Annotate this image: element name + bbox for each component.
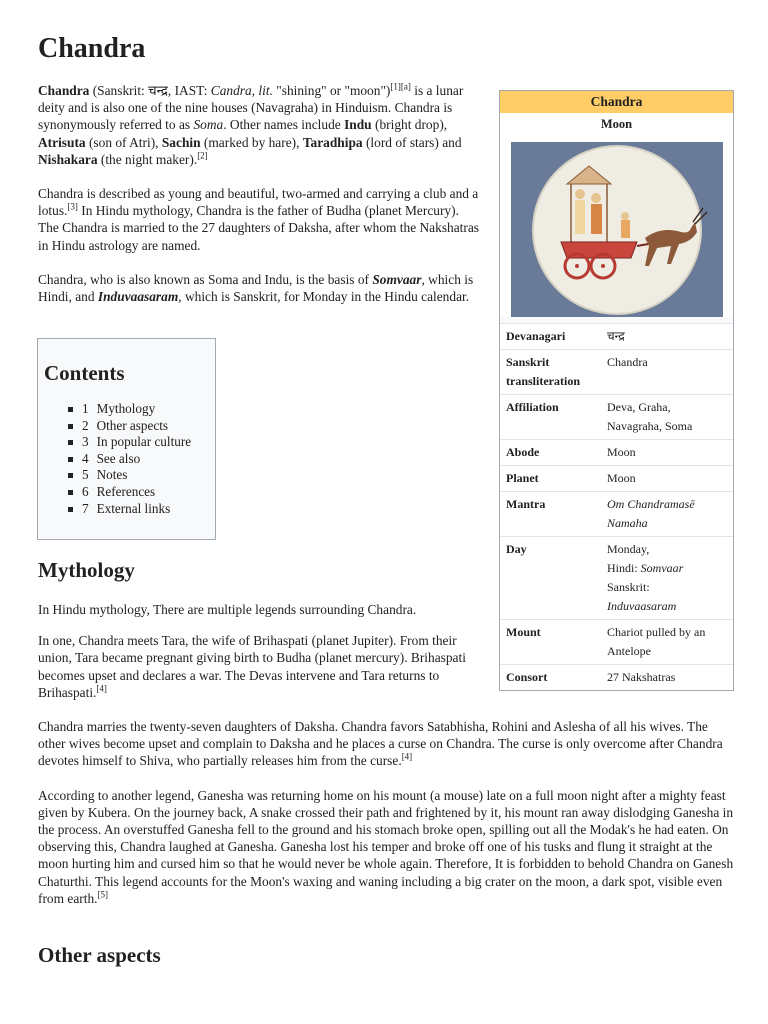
text-span: Somvaar	[640, 561, 684, 575]
infobox-key: Abode	[506, 445, 540, 459]
citation-link[interactable]: [5]	[97, 889, 108, 900]
day-sanskrit-label: Sanskrit:	[607, 580, 650, 594]
text-span: Chandra is described as young and beautiful, two-armed and carrying a club and a lotus.	[38, 186, 479, 219]
infobox	[499, 90, 734, 691]
toc-item-other-aspects[interactable]	[68, 418, 215, 435]
infobox-value[interactable]: Moon	[607, 471, 636, 485]
toc-link[interactable]: In popular culture	[96, 434, 192, 450]
text-span: Chandra marries the twenty-seven daughters of Daksha. Chandra favors Satabhisha, Rohini and Aslesha of all his wives. The other wives become upset and complain to Daksha and he places a curse on Chandra. The curse is only overcome after Chandra devotes himself to Shiva, who partially releases him from the curse.	[38, 719, 723, 769]
text-span: , which is Sanskrit, for Monday in the Hindu calendar.	[178, 289, 470, 305]
infobox-value: Chariot pulled by an Antelope	[607, 625, 706, 658]
toc-item-mythology[interactable]	[68, 401, 215, 418]
infobox-row-affiliation	[500, 394, 733, 439]
term-somvaar: Somvaar	[372, 271, 422, 287]
infobox-subtitle: Moon	[500, 113, 733, 138]
intro-paragraph-3	[38, 271, 480, 305]
infobox-row-day	[500, 536, 733, 619]
text-span: (the night maker).	[97, 151, 198, 167]
toc-number: 7	[82, 500, 89, 516]
text-span: , IAST:	[167, 83, 211, 98]
term-taradhipa: Taradhipa	[302, 134, 363, 150]
text-span: is a lunar deity and is also one of the nine houses (Navagraha) in Hinduism. Chandra is synonymously referred to as	[38, 83, 464, 133]
infobox-key: Mantra	[506, 497, 546, 511]
infobox-row-sanskrit-transliteration	[500, 349, 733, 394]
toc-number: 3	[82, 434, 89, 450]
infobox-value[interactable]: 27 Nakshatras	[607, 670, 676, 684]
infobox-value[interactable]: Deva, Graha, Navagraha, Soma	[607, 400, 693, 433]
text-span: Hindi:	[607, 561, 641, 575]
toc-item-notes[interactable]	[68, 467, 215, 484]
moon-chariot-illustration	[511, 142, 723, 317]
sanskrit-text: चन्द्र	[148, 83, 168, 98]
citation-link[interactable]: [1][a]	[390, 81, 411, 92]
intro-paragraph-2	[38, 185, 480, 254]
text-span: In Hindu mythology, Chandra is the father of Budha (planet Mercury). The Chandra is married to the 27 daughters of Daksha, after whom the Nakshatras in Hindu astrology are named.	[38, 203, 480, 253]
infobox-row-mantra	[500, 491, 733, 536]
infobox-row-abode	[500, 439, 733, 465]
mythology-paragraph-4	[38, 787, 734, 907]
term-sachin: Sachin	[161, 134, 201, 150]
intro-paragraph-1	[38, 82, 480, 168]
toc-item-references[interactable]	[68, 484, 215, 501]
intro-section	[38, 82, 480, 305]
toc-link[interactable]: Other aspects	[96, 417, 168, 433]
infobox-image-block	[500, 113, 733, 317]
text-span: (bright drop),	[371, 117, 448, 133]
citation-link[interactable]: [3]	[67, 201, 78, 212]
infobox-key: Affiliation	[506, 400, 559, 414]
text-span: According to another legend, Ganesha was returning home on his mount (a mouse) late on a full moon night after a mighty feast given by Kubera. On the journey back, A snake crossed their path and frightened by it, his mount ran away dislodging Ganesha in the process. An overstuffed Ganesha fell to the ground and his stomach broke open, spilling out all the Modak's he had eaten. On observing this, Chandra laughed at Ganesha. Ganesha lost his temper and broke off one of his tusks and flung it straight at the moon hurting him and cursed him so that he would never be whole again. Therefore, It is forbidden to behold Chandra on Ganesh Chaturthi. This legend accounts for the Moon's waxing and waning including a big crater on the moon, a dark spot, visible even from earth.	[38, 787, 734, 906]
section-heading-mythology: Mythology	[38, 558, 135, 582]
toc-title: Contents	[44, 361, 125, 385]
text-span: (son of Atri),	[85, 134, 162, 150]
infobox-row-devanagari	[500, 323, 733, 349]
toc-item-external-links[interactable]	[68, 501, 215, 518]
toc-list	[68, 401, 215, 517]
infobox-key: Consort	[506, 670, 548, 684]
infobox-row-planet	[500, 465, 733, 491]
iast-text: Candra	[210, 83, 252, 98]
infobox-value: Om Chandramasē Namaha	[607, 497, 695, 530]
infobox-key: Planet	[506, 471, 539, 485]
mythology-paragraph-3	[38, 718, 734, 770]
term-atrisuta: Atrisuta	[38, 134, 86, 150]
mythology-paragraph-2	[38, 632, 480, 701]
term-soma: Soma	[193, 117, 224, 133]
term-induvaasaram: Induvaasaram	[97, 289, 179, 305]
mythology-section-narrow	[38, 601, 480, 701]
day-monday: Monday,	[607, 542, 650, 556]
text-span: "shining" or "moon")	[272, 83, 391, 98]
chandra-painting-image[interactable]	[511, 142, 723, 317]
text-span: ,	[251, 83, 259, 98]
toc-number: 6	[82, 483, 89, 499]
text-span: . Other names include	[223, 117, 345, 133]
infobox-row-mount	[500, 619, 733, 664]
citation-link[interactable]: [2]	[197, 150, 208, 161]
text-span: (lord of stars) and	[362, 134, 462, 150]
infobox-key: Devanagari	[506, 329, 566, 343]
toc-link[interactable]: External links	[96, 500, 171, 516]
toc-link[interactable]: Mythology	[96, 401, 156, 416]
mythology-section-wide	[38, 718, 734, 907]
infobox-key: Day	[506, 542, 527, 556]
toc-item-in-popular-culture[interactable]	[68, 434, 215, 451]
citation-link[interactable]: [4]	[401, 751, 413, 762]
term-chandra: Chandra	[38, 83, 90, 98]
toc-item-see-also[interactable]	[68, 451, 215, 468]
term-nishakara: Nishakara	[38, 151, 98, 167]
toc-number: 4	[82, 450, 89, 466]
infobox-value[interactable]: Moon	[607, 445, 636, 459]
section-heading-other-aspects: Other aspects	[38, 943, 161, 967]
toc-link[interactable]: Notes	[96, 467, 128, 483]
infobox-title: Chandra	[500, 91, 733, 113]
table-of-contents	[37, 338, 216, 540]
text-span: Chandra, who is also known as Soma and Indu, is the basis of	[38, 271, 373, 287]
day-sanskrit-value: Induvaasaram	[607, 599, 677, 613]
infobox-key: Mount	[506, 625, 541, 639]
day-hindi	[607, 559, 727, 578]
infobox-value	[607, 540, 727, 616]
infobox-row-consort	[500, 664, 733, 690]
toc-link[interactable]: References	[96, 483, 156, 499]
term-indu: Indu	[344, 117, 372, 133]
text-span: , which is Hindi, and	[38, 271, 474, 305]
page-title: Chandra	[38, 33, 146, 64]
toc-number: 5	[82, 467, 89, 483]
text-span: (marked by hare),	[200, 134, 303, 150]
mythology-paragraph-1: In Hindu mythology, There are multiple legends surrounding Chandra.	[38, 602, 417, 617]
toc-link[interactable]: See also	[96, 450, 141, 466]
infobox-value: चन्द्र	[607, 329, 625, 343]
lit-abbrev: lit.	[258, 83, 273, 98]
text-span: In one, Chandra meets Tara, the wife of Brihaspati (planet Jupiter). From their union, Tara became pregnant giving birth to Budha (planet mercury). Brihaspati becomes upset and declares a war. The Devas intervene and Tara returns to Brihaspati.	[38, 633, 466, 700]
toc-number: 2	[82, 417, 89, 433]
text-span: (Sanskrit:	[89, 83, 149, 98]
toc-number: 1	[82, 401, 89, 416]
infobox-key: Sanskrit transliteration	[506, 355, 580, 388]
citation-link[interactable]: [4]	[96, 683, 107, 694]
infobox-value: Chandra	[607, 355, 648, 369]
